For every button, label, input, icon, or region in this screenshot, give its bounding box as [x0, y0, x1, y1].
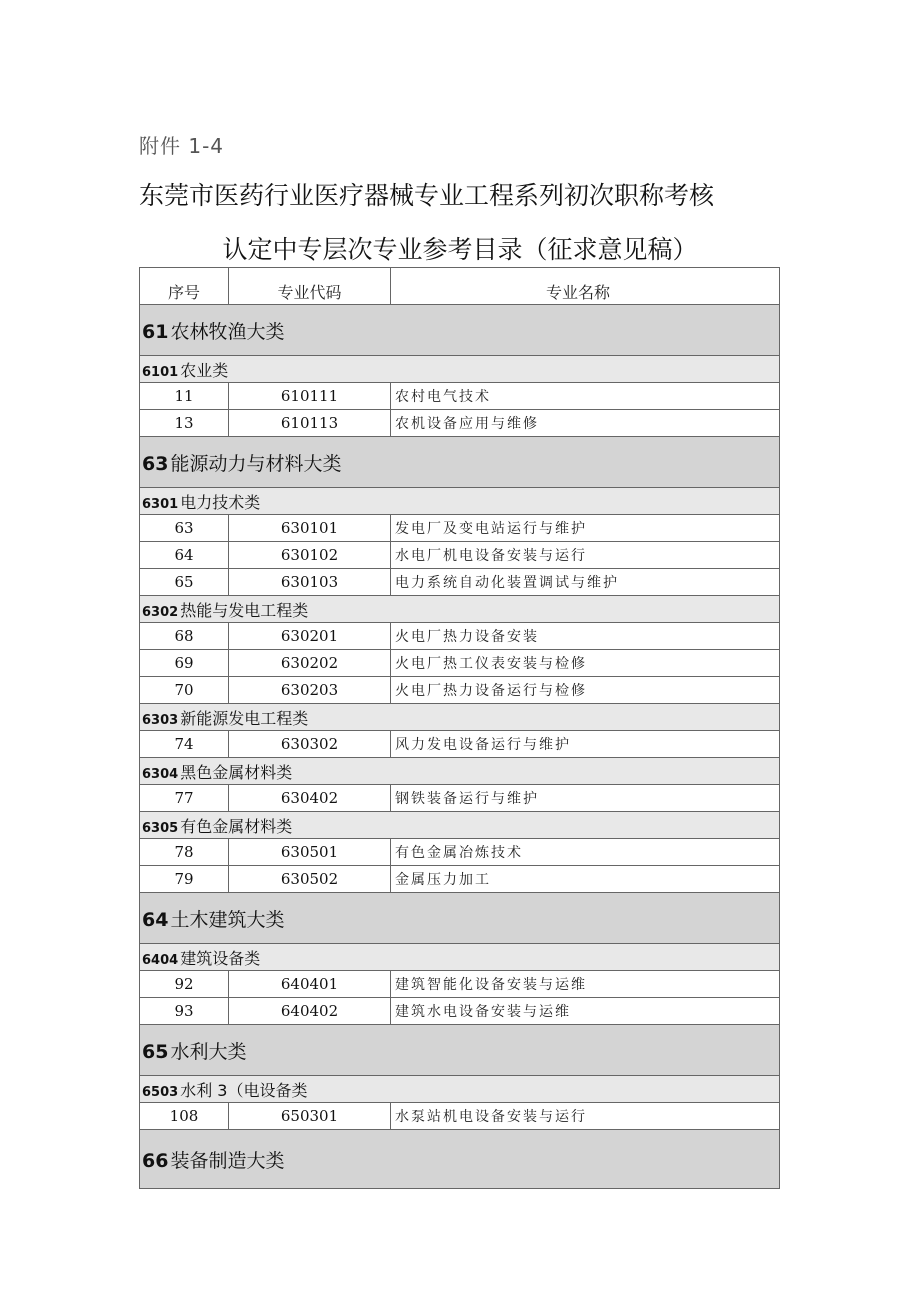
category-sub-row — [140, 944, 780, 971]
category-sub-row — [140, 488, 780, 515]
table-row — [140, 650, 780, 677]
category-major-row — [140, 1130, 780, 1189]
category-major-cell — [140, 305, 780, 356]
code-cell: 640402 — [229, 998, 391, 1025]
category-sub-cell — [140, 758, 780, 785]
code-cell: 630201 — [229, 623, 391, 650]
category-sub-row — [140, 1076, 780, 1103]
category-major-row — [140, 437, 780, 488]
code-cell: 630102 — [229, 542, 391, 569]
name-cell: 水电厂机电设备安装与运行 — [391, 542, 780, 569]
name-cell: 发电厂及变电站运行与维护 — [391, 515, 780, 542]
seq-cell: 64 — [140, 542, 229, 569]
category-major-cell — [140, 1130, 780, 1189]
category-major-cell — [140, 437, 780, 488]
seq-cell: 93 — [140, 998, 229, 1025]
category-sub-cell — [140, 944, 780, 971]
sub-code: 6503 — [142, 1084, 179, 1100]
code-cell: 630501 — [229, 839, 391, 866]
category-major-cell — [140, 893, 780, 944]
name-cell: 有色金属冶炼技术 — [391, 839, 780, 866]
seq-cell: 74 — [140, 731, 229, 758]
sub-name: 建筑设备类 — [180, 948, 261, 968]
name-cell: 火电厂热力设备安装 — [391, 623, 780, 650]
name-cell: 钢铁装备运行与维护 — [391, 785, 780, 812]
code-cell: 630502 — [229, 866, 391, 893]
code-cell: 630101 — [229, 515, 391, 542]
seq-cell: 65 — [140, 569, 229, 596]
header-seq: 序号 — [140, 268, 229, 305]
name-cell: 农机设备应用与维修 — [391, 410, 780, 437]
name-cell: 水泵站机电设备安装与运行 — [391, 1103, 780, 1130]
code-cell: 630402 — [229, 785, 391, 812]
category-sub-row — [140, 356, 780, 383]
sub-code: 6301 — [142, 496, 179, 512]
sub-name: 有色金属材料类 — [180, 816, 293, 836]
catalog-table — [139, 267, 780, 1189]
category-sub-row — [140, 758, 780, 785]
name-cell: 火电厂热力设备运行与检修 — [391, 677, 780, 704]
code-cell: 630302 — [229, 731, 391, 758]
category-major-cell — [140, 1025, 780, 1076]
table-row — [140, 677, 780, 704]
major-code: 66 — [142, 1149, 169, 1172]
table-row — [140, 731, 780, 758]
table-row — [140, 866, 780, 893]
code-cell: 640401 — [229, 971, 391, 998]
sub-code: 6304 — [142, 766, 179, 782]
category-sub-cell — [140, 1076, 780, 1103]
seq-cell: 68 — [140, 623, 229, 650]
code-cell: 630202 — [229, 650, 391, 677]
seq-cell: 77 — [140, 785, 229, 812]
code-cell: 650301 — [229, 1103, 391, 1130]
table-row — [140, 515, 780, 542]
seq-cell: 13 — [140, 410, 229, 437]
table-row — [140, 971, 780, 998]
header-code: 专业代码 — [229, 268, 391, 305]
code-cell: 610113 — [229, 410, 391, 437]
name-cell: 金属压力加工 — [391, 866, 780, 893]
code-cell: 610111 — [229, 383, 391, 410]
major-code: 65 — [142, 1040, 169, 1063]
major-code: 63 — [142, 452, 169, 475]
seq-cell: 79 — [140, 866, 229, 893]
sub-name: 水利 3（电设备类 — [180, 1080, 308, 1100]
table-row — [140, 569, 780, 596]
table-row — [140, 785, 780, 812]
sub-name: 新能源发电工程类 — [180, 708, 309, 728]
code-cell: 630103 — [229, 569, 391, 596]
sub-code: 6404 — [142, 952, 179, 968]
sub-code: 6303 — [142, 712, 179, 728]
sub-name: 电力技术类 — [180, 492, 261, 512]
category-major-row — [140, 305, 780, 356]
seq-cell: 108 — [140, 1103, 229, 1130]
sub-name: 热能与发电工程类 — [180, 600, 309, 620]
attachment-label: 附件 1-4 — [139, 134, 225, 158]
name-cell: 风力发电设备运行与维护 — [391, 731, 780, 758]
category-sub-cell — [140, 356, 780, 383]
name-cell: 建筑水电设备安装与运维 — [391, 998, 780, 1025]
major-name: 装备制造大类 — [170, 1149, 285, 1172]
sub-code: 6302 — [142, 604, 179, 620]
document-title-line2: 认定中专层次专业参考目录（征求意见稿） — [222, 235, 698, 264]
category-sub-row — [140, 596, 780, 623]
name-cell: 电力系统自动化装置调试与维护 — [391, 569, 780, 596]
table-row — [140, 1103, 780, 1130]
seq-cell: 78 — [140, 839, 229, 866]
name-cell: 火电厂热工仪表安装与检修 — [391, 650, 780, 677]
sub-code: 6305 — [142, 820, 179, 836]
category-sub-cell — [140, 596, 780, 623]
major-name: 农林牧渔大类 — [170, 320, 285, 343]
document-title-line1: 东莞市医药行业医疗器械专业工程系列初次职称考核 — [139, 181, 715, 210]
category-sub-cell — [140, 488, 780, 515]
table-row — [140, 542, 780, 569]
seq-cell: 70 — [140, 677, 229, 704]
name-cell: 农村电气技术 — [391, 383, 780, 410]
table-header-row — [140, 268, 780, 305]
sub-name: 农业类 — [180, 360, 229, 380]
seq-cell: 63 — [140, 515, 229, 542]
category-sub-row — [140, 812, 780, 839]
seq-cell: 92 — [140, 971, 229, 998]
major-code: 61 — [142, 320, 169, 343]
sub-code: 6101 — [142, 364, 179, 380]
header-name: 专业名称 — [391, 268, 780, 305]
category-major-row — [140, 893, 780, 944]
category-sub-row — [140, 704, 780, 731]
code-cell: 630203 — [229, 677, 391, 704]
sub-name: 黑色金属材料类 — [180, 762, 293, 782]
major-name: 能源动力与材料大类 — [170, 452, 342, 475]
major-code: 64 — [142, 908, 169, 931]
seq-cell: 11 — [140, 383, 229, 410]
table-row — [140, 623, 780, 650]
category-sub-cell — [140, 812, 780, 839]
table-row — [140, 839, 780, 866]
table-row — [140, 410, 780, 437]
table-row — [140, 998, 780, 1025]
seq-cell: 69 — [140, 650, 229, 677]
major-name: 土木建筑大类 — [170, 908, 285, 931]
name-cell: 建筑智能化设备安装与运维 — [391, 971, 780, 998]
category-major-row — [140, 1025, 780, 1076]
category-sub-cell — [140, 704, 780, 731]
major-name: 水利大类 — [170, 1040, 247, 1063]
table-row — [140, 383, 780, 410]
